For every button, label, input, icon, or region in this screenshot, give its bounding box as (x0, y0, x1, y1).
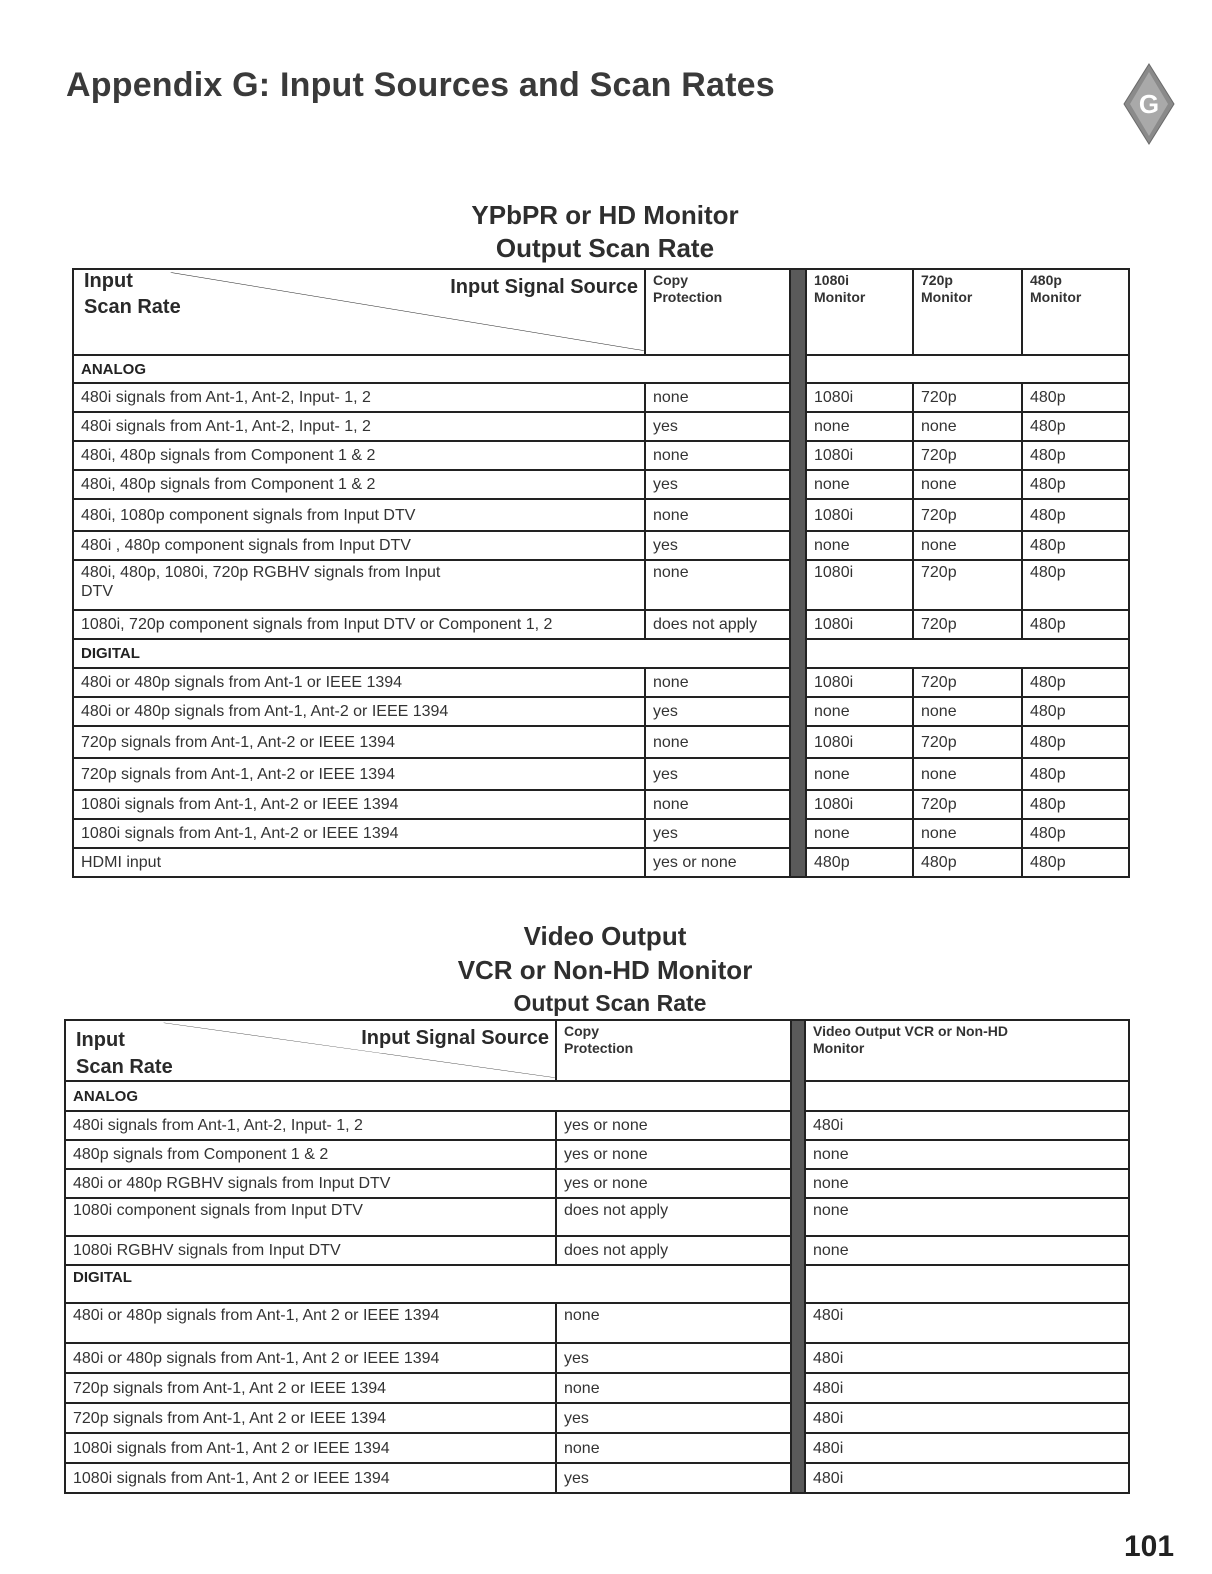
table-row (65, 1403, 1129, 1433)
cell-copy: yes (645, 697, 790, 726)
table-row (73, 819, 1129, 848)
table1-header-row (73, 269, 1129, 355)
cell-720p: none (913, 697, 1022, 726)
table2-header-row (65, 1020, 1129, 1081)
table2-empty-cell (805, 1081, 1129, 1111)
table1-corner-signal-source: Input Signal Source (450, 276, 638, 298)
cell-1080i: 1080i (806, 383, 913, 412)
cell-source: 1080i RGBHV signals from Input DTV (65, 1236, 556, 1265)
cell-output: 480i (805, 1433, 1129, 1463)
table-row (73, 441, 1129, 470)
cell-source: 720p signals from Ant-1, Ant-2 or IEEE 1394 (73, 726, 645, 758)
cell-output: 480i (805, 1111, 1129, 1140)
cell-copy: none (645, 560, 790, 610)
table-row (65, 1463, 1129, 1493)
cell-copy: yes or none (645, 848, 790, 877)
table2-corner-cell (65, 1020, 556, 1081)
cell-copy: none (645, 441, 790, 470)
cell-720p: none (913, 470, 1022, 499)
cell-copy: none (645, 383, 790, 412)
cell-source: 1080i signals from Ant-1, Ant-2 or IEEE 1394 (73, 790, 645, 819)
cell-1080i: none (806, 412, 913, 441)
table-row (65, 1169, 1129, 1198)
cell-copy: none (556, 1373, 791, 1403)
cell-copy: none (556, 1433, 791, 1463)
cell-720p: 720p (913, 610, 1022, 639)
cell-output: 480i (805, 1403, 1129, 1433)
table2 (64, 1019, 1130, 1494)
cell-480p: 480p (1022, 697, 1129, 726)
cell-source: 1080i signals from Ant-1, Ant 2 or IEEE 1394 (65, 1433, 556, 1463)
table2-corner-input: Input (76, 1029, 125, 1051)
table-row (73, 790, 1129, 819)
table1-col-720p: 720p Monitor (913, 269, 1022, 355)
cell-source: 480i, 480p signals from Component 1 & 2 (73, 470, 645, 499)
table-row (73, 726, 1129, 758)
cell-1080i: none (806, 758, 913, 790)
table2-heading-line3: Output Scan Rate (513, 990, 707, 1016)
table2-corner-signal-source: Input Signal Source (361, 1027, 549, 1049)
cell-source: 480p signals from Component 1 & 2 (65, 1140, 556, 1169)
table-row (73, 531, 1129, 560)
table1 (72, 268, 1130, 878)
table2-empty-cell (805, 1265, 1129, 1303)
cell-1080i: none (806, 697, 913, 726)
cell-720p: 720p (913, 441, 1022, 470)
table-row (73, 560, 1129, 610)
table-row (65, 1236, 1129, 1265)
cell-1080i: 1080i (806, 610, 913, 639)
cell-480p: 480p (1022, 560, 1129, 610)
cell-480p: 480p (1022, 470, 1129, 499)
table2-heading-line1: Video Output (523, 921, 687, 951)
table1-empty-cell (806, 639, 1129, 668)
cell-source: 480i signals from Ant-1, Ant-2, Input- 1, 2 (73, 412, 645, 441)
table1-section-row (73, 355, 1129, 383)
cell-1080i: none (806, 470, 913, 499)
table1-corner-scan-rate: Scan Rate (84, 296, 181, 318)
cell-720p: 480p (913, 848, 1022, 877)
table1-column-separator (790, 269, 806, 877)
diamond-badge-icon (1122, 62, 1176, 146)
cell-720p: none (913, 758, 1022, 790)
cell-720p: 720p (913, 383, 1022, 412)
table2-analog-label: ANALOG (65, 1081, 791, 1111)
cell-copy: yes (556, 1463, 791, 1493)
table-row (73, 848, 1129, 877)
table-row (65, 1343, 1129, 1373)
cell-output: 480i (805, 1463, 1129, 1493)
cell-source: 1080i component signals from Input DTV (65, 1198, 556, 1236)
cell-source: 1080i signals from Ant-1, Ant 2 or IEEE 1394 (65, 1463, 556, 1493)
table1-col-copy: Copy Protection (645, 269, 790, 355)
table-row (65, 1303, 1129, 1343)
cell-output: 480i (805, 1343, 1129, 1373)
table1-heading-line1: YPbPR or HD Monitor (471, 200, 739, 230)
cell-copy: yes or none (556, 1140, 791, 1169)
cell-480p: 480p (1022, 412, 1129, 441)
table-row (65, 1140, 1129, 1169)
cell-source: 480i signals from Ant-1, Ant-2, Input- 1, 2 (65, 1111, 556, 1140)
cell-copy: yes (556, 1343, 791, 1373)
cell-source: 480i, 480p signals from Component 1 & 2 (73, 441, 645, 470)
table2-column-separator (791, 1020, 805, 1493)
cell-copy: none (645, 726, 790, 758)
cell-output: 480i (805, 1373, 1129, 1403)
table2-col-copy: Copy Protection (556, 1020, 791, 1081)
page-title: Appendix G: Input Sources and Scan Rates (66, 66, 775, 104)
cell-720p: 720p (913, 726, 1022, 758)
cell-copy: yes (645, 819, 790, 848)
table1-empty-cell (806, 355, 1129, 383)
table-row (73, 470, 1129, 499)
cell-copy: does not apply (556, 1236, 791, 1265)
cell-copy: yes (645, 531, 790, 560)
table1-analog-label: ANALOG (73, 355, 790, 383)
cell-480p: 480p (1022, 819, 1129, 848)
cell-source: 480i or 480p signals from Ant-1, Ant-2 or IEEE 1394 (73, 697, 645, 726)
cell-480p: 480p (1022, 531, 1129, 560)
cell-copy: does not apply (645, 610, 790, 639)
table1-corner-input: Input (84, 270, 133, 292)
cell-copy: none (645, 499, 790, 531)
table-row (73, 412, 1129, 441)
cell-480p: 480p (1022, 758, 1129, 790)
table-row (73, 499, 1129, 531)
table-row (65, 1111, 1129, 1140)
cell-480p: 480p (1022, 499, 1129, 531)
cell-copy: yes (645, 470, 790, 499)
table1-section-row (73, 639, 1129, 668)
cell-480p: 480p (1022, 790, 1129, 819)
cell-480p: 480p (1022, 848, 1129, 877)
badge-letter: G (1138, 89, 1160, 119)
cell-output: none (805, 1198, 1129, 1236)
cell-copy: yes (556, 1403, 791, 1433)
cell-480p: 480p (1022, 668, 1129, 697)
cell-1080i: 1080i (806, 668, 913, 697)
cell-1080i: none (806, 531, 913, 560)
cell-source: 480i, 480p, 1080i, 720p RGBHV signals from Input DTV (73, 560, 645, 610)
cell-480p: 480p (1022, 726, 1129, 758)
cell-source: 480i or 480p signals from Ant-1, Ant 2 or IEEE 1394 (65, 1303, 556, 1343)
cell-720p: 720p (913, 560, 1022, 610)
cell-source: 480i or 480p signals from Ant-1 or IEEE 1394 (73, 668, 645, 697)
cell-480p: 480p (1022, 441, 1129, 470)
cell-source: 480i , 480p component signals from Input DTV (73, 531, 645, 560)
cell-720p: none (913, 819, 1022, 848)
table-row (65, 1198, 1129, 1236)
cell-1080i: 1080i (806, 790, 913, 819)
cell-copy: yes or none (556, 1111, 791, 1140)
cell-720p: 720p (913, 668, 1022, 697)
cell-480p: 480p (1022, 610, 1129, 639)
cell-copy: yes or none (556, 1169, 791, 1198)
cell-source: 480i, 1080p component signals from Input DTV (73, 499, 645, 531)
table2-col-output: Video Output VCR or Non-HD Monitor (805, 1020, 1129, 1081)
cell-1080i: 1080i (806, 441, 913, 470)
cell-output: none (805, 1140, 1129, 1169)
table2-heading-line2: VCR or Non-HD Monitor (457, 955, 753, 985)
cell-1080i: 1080i (806, 499, 913, 531)
table-row (73, 610, 1129, 639)
table-row (65, 1373, 1129, 1403)
cell-copy: yes (645, 758, 790, 790)
cell-720p: 720p (913, 790, 1022, 819)
table-row (65, 1433, 1129, 1463)
appendix-badge (1122, 62, 1176, 146)
table-row (73, 758, 1129, 790)
cell-source: 1080i, 720p component signals from Input DTV or Component 1, 2 (73, 610, 645, 639)
cell-copy: none (556, 1303, 791, 1343)
cell-source: 720p signals from Ant-1, Ant 2 or IEEE 1394 (65, 1403, 556, 1433)
cell-1080i: 1080i (806, 560, 913, 610)
table1-heading-line2: Output Scan Rate (495, 233, 715, 263)
cell-copy: none (645, 668, 790, 697)
cell-source: HDMI input (73, 848, 645, 877)
table2-section-row (65, 1081, 1129, 1111)
table2-section-row (65, 1265, 1129, 1303)
cell-copy: does not apply (556, 1198, 791, 1236)
cell-source: 720p signals from Ant-1, Ant-2 or IEEE 1394 (73, 758, 645, 790)
table1-digital-label: DIGITAL (73, 639, 790, 668)
table1-col-480p: 480p Monitor (1022, 269, 1129, 355)
cell-source: 480i or 480p signals from Ant-1, Ant 2 or IEEE 1394 (65, 1343, 556, 1373)
cell-source: 720p signals from Ant-1, Ant 2 or IEEE 1394 (65, 1373, 556, 1403)
cell-source: 480i or 480p RGBHV signals from Input DTV (65, 1169, 556, 1198)
table1-col-1080i: 1080i Monitor (806, 269, 913, 355)
cell-1080i: 1080i (806, 726, 913, 758)
table-row (73, 697, 1129, 726)
table-row (73, 668, 1129, 697)
cell-copy: yes (645, 412, 790, 441)
table2-digital-label: DIGITAL (65, 1265, 791, 1303)
cell-output: 480i (805, 1303, 1129, 1343)
cell-1080i: 480p (806, 848, 913, 877)
table1-corner-cell (73, 269, 645, 355)
cell-source: 1080i signals from Ant-1, Ant-2 or IEEE 1394 (73, 819, 645, 848)
table-row (73, 383, 1129, 412)
cell-copy: none (645, 790, 790, 819)
cell-480p: 480p (1022, 383, 1129, 412)
cell-720p: none (913, 412, 1022, 441)
cell-1080i: none (806, 819, 913, 848)
cell-output: none (805, 1236, 1129, 1265)
cell-output: none (805, 1169, 1129, 1198)
cell-720p: none (913, 531, 1022, 560)
cell-source: 480i signals from Ant-1, Ant-2, Input- 1, 2 (73, 383, 645, 412)
cell-720p: 720p (913, 499, 1022, 531)
table2-corner-scan-rate: Scan Rate (76, 1056, 173, 1078)
page-number: 101 (1124, 1530, 1175, 1563)
